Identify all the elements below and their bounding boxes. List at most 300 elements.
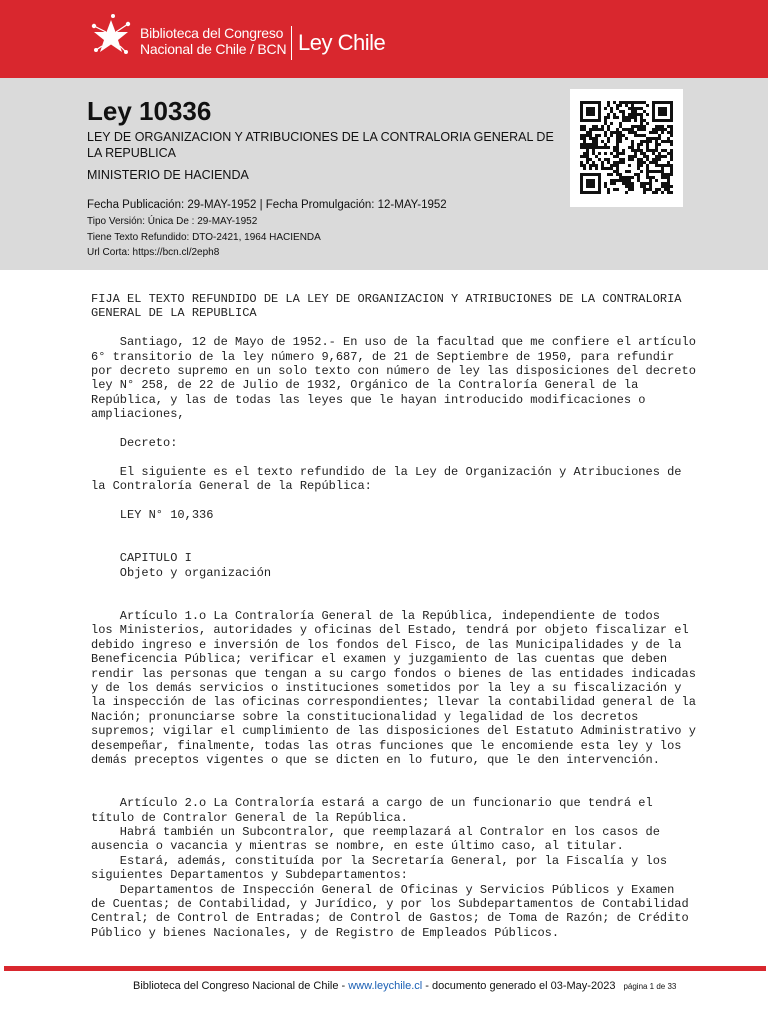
qr-module (631, 140, 634, 143)
qr-module (625, 104, 628, 107)
qr-module (589, 191, 592, 194)
qr-module (598, 104, 601, 107)
qr-module (634, 173, 637, 176)
qr-module (625, 137, 628, 140)
document-body: FIJA EL TEXTO REFUNDIDO DE LA LEY DE ORGANIZACION Y ATRIBUCIONES DE LA CONTRALORIA GENERAL DE LA REPUBLICA Santiago, 12 de Mayo de 1952.- En uso de la facultad que me confiere el artículo 6° transitorio de la ley número 9,687, de 21 de Septiembre de 1950, para refundir por decreto supremo en un solo texto con número de ley las disposiciones del decreto ley N° 258, de 22 de Julio de 1932, Orgánico de la Contraloría General de la República, y las de todas las leyes que le hayan introducido modificaciones o ampliaciones, Decreto: El siguiente es el texto refundido de la Ley de Organización y Atribuciones de la Contraloría General de la República: LEY N° 10,336 CAPITULO I Objeto y organización Artículo 1.o La Contraloría General de la República, independiente de todos los Ministerios, autoridades y oficinas del Estado, tendrá por objeto fiscalizar el debido ingreso e inversión de los fondos del Fisco, de las Municipalidades y de la Beneficencia Pública; verificar el examen y juzgamiento de las cuentas que deben rendir las personas que tengan a su cargo fondos o bienes de las entidades indicadas y de los demás servicios o instituciones sometidos por la ley a su fiscalización y la inspección de las oficinas correspondientes; llevar la contabilidad general de la Nación; pronunciarse sobre la constitucionalidad y legalidad de los decretos supremos; vigilar el cumplimiento de las disposiciones del Estatuto Administrativo y desempeñar, finalmente, todas las otras funciones que le encomiende esta ley y los demás preceptos vigentes o que se dicten en lo futuro, que le den intervención. Artículo 2.o La Contraloría estará a cargo de un funcionario que tendrá el título de Contralor General de la República. Habrá también un Subcontralor, que reemplazará al Contralor en los casos de ausencia o vacancia y mientras se nombre, en este último caso, al titular. Estará, además, constituída por la Secretaría General, por la Fiscalía y los siguientes Departamentos y Subdepartamentos: Departamentos de Inspección General de Oficinas y Servicios Públicos y Examen de Cuentas; de Contabilidad, y Jurídico, y por los Subdepartamentos de Contabilidad Central; de Control de Entradas; de Control de Gastos; de Toma de Razón; de Crédito Público y bienes Nacionales, y de Registro de Empleados Públicos. (91, 292, 696, 940)
qr-module (655, 146, 658, 149)
qr-module (616, 146, 619, 149)
qr-module (595, 119, 598, 122)
bcn-star-icon (86, 12, 136, 62)
qr-module (667, 182, 670, 185)
qr-module (580, 173, 583, 176)
qr-module (643, 185, 646, 188)
qr-module (670, 167, 673, 170)
page-footer (133, 979, 676, 994)
ministry: MINISTERIO DE HACIENDA (87, 168, 249, 182)
qr-module (589, 110, 592, 113)
qr-module (625, 170, 628, 173)
qr-module (580, 113, 583, 116)
qr-module (670, 104, 673, 107)
org-line-1: Biblioteca del Congreso (140, 25, 284, 41)
qr-module (607, 158, 610, 161)
qr-module (664, 113, 667, 116)
qr-module (580, 143, 583, 146)
qr-module (646, 146, 649, 149)
qr-module (655, 140, 658, 143)
qr-module (592, 185, 595, 188)
qr-module (613, 188, 616, 191)
publication-dates: Fecha Publicación: 29-MAY-1952 | Fecha Promulgación: 12-MAY-1952 (87, 199, 447, 211)
qr-module (670, 110, 673, 113)
qr-module (637, 143, 640, 146)
qr-module (583, 119, 586, 122)
qr-module (634, 110, 637, 113)
qr-module (619, 179, 622, 182)
qr-module (646, 137, 649, 140)
qr-module (631, 125, 634, 128)
qr-module (649, 140, 652, 143)
qr-module (631, 155, 634, 158)
qr-module (655, 149, 658, 152)
qr-module (616, 167, 619, 170)
qr-module (670, 158, 673, 161)
qr-module (583, 146, 586, 149)
qr-module (640, 152, 643, 155)
qr-module (646, 164, 649, 167)
qr-module (658, 107, 661, 110)
qr-module (661, 155, 664, 158)
qr-module (643, 161, 646, 164)
qr-module (631, 113, 634, 116)
qr-module (616, 128, 619, 131)
qr-module (640, 101, 643, 104)
qr-module (631, 143, 634, 146)
qr-module (667, 164, 670, 167)
footer-divider (4, 966, 766, 971)
qr-module (670, 119, 673, 122)
qr-module (595, 173, 598, 176)
qr-module (631, 107, 634, 110)
qr-module (646, 173, 649, 176)
qr-module (595, 125, 598, 128)
qr-module (667, 188, 670, 191)
qr-module (637, 146, 640, 149)
qr-module (589, 107, 592, 110)
qr-module (658, 125, 661, 128)
qr-module (583, 164, 586, 167)
qr-module (580, 155, 583, 158)
qr-module (640, 140, 643, 143)
qr-module (652, 107, 655, 110)
qr-module (583, 191, 586, 194)
footer-link[interactable]: www.leychile.cl (348, 980, 423, 992)
qr-module (646, 104, 649, 107)
qr-module (637, 158, 640, 161)
qr-module (589, 113, 592, 116)
qr-module (637, 107, 640, 110)
qr-module (583, 137, 586, 140)
qr-module (610, 110, 613, 113)
qr-module (592, 191, 595, 194)
qr-module (640, 164, 643, 167)
qr-module (607, 167, 610, 170)
qr-module (634, 107, 637, 110)
qr-module (607, 113, 610, 116)
qr-module (625, 119, 628, 122)
qr-module (670, 173, 673, 176)
qr-module (631, 131, 634, 134)
qr-module (643, 182, 646, 185)
qr-module (661, 173, 664, 176)
qr-module (667, 161, 670, 164)
qr-module (610, 182, 613, 185)
qr-module (640, 128, 643, 131)
qr-module (667, 173, 670, 176)
qr-module (652, 191, 655, 194)
qr-module (640, 182, 643, 185)
qr-module (598, 128, 601, 131)
qr-module (634, 119, 637, 122)
org-line-2: Nacional de Chile / BCN (140, 41, 287, 57)
qr-module (580, 119, 583, 122)
qr-module (595, 137, 598, 140)
qr-module (628, 179, 631, 182)
qr-module (622, 149, 625, 152)
qr-module (670, 125, 673, 128)
qr-module (592, 128, 595, 131)
qr-module (631, 110, 634, 113)
qr-module (640, 170, 643, 173)
qr-module (628, 146, 631, 149)
qr-module (658, 188, 661, 191)
qr-module (622, 101, 625, 104)
qr-module (655, 128, 658, 131)
qr-module (661, 176, 664, 179)
qr-module (622, 161, 625, 164)
qr-module (580, 116, 583, 119)
qr-module (598, 101, 601, 104)
qr-code (570, 89, 683, 207)
qr-module (613, 155, 616, 158)
qr-module (604, 146, 607, 149)
qr-module (637, 179, 640, 182)
qr-module (601, 167, 604, 170)
qr-module (670, 140, 673, 143)
qr-module (670, 191, 673, 194)
qr-module (640, 185, 643, 188)
qr-module (661, 128, 664, 131)
qr-module (613, 131, 616, 134)
qr-module (646, 167, 649, 170)
qr-module (667, 101, 670, 104)
qr-module (619, 134, 622, 137)
qr-module (625, 191, 628, 194)
qr-module (655, 119, 658, 122)
qr-module (664, 119, 667, 122)
qr-module (580, 185, 583, 188)
qr-module (589, 119, 592, 122)
qr-module (592, 143, 595, 146)
qr-module (664, 155, 667, 158)
qr-module (670, 131, 673, 134)
qr-module (661, 164, 664, 167)
qr-module (661, 119, 664, 122)
qr-module (664, 188, 667, 191)
qr-module (670, 116, 673, 119)
qr-module (661, 185, 664, 188)
footer-suffix: - documento generado el 03-May-2023 (422, 980, 616, 992)
qr-module (580, 104, 583, 107)
qr-module (637, 173, 640, 176)
qr-module (589, 137, 592, 140)
qr-module (646, 182, 649, 185)
qr-module (670, 170, 673, 173)
qr-module (661, 182, 664, 185)
qr-module (619, 125, 622, 128)
qr-module (643, 128, 646, 131)
qr-module (604, 158, 607, 161)
qr-module (619, 140, 622, 143)
qr-module (664, 107, 667, 110)
qr-module (604, 119, 607, 122)
qr-module (634, 134, 637, 137)
qr-module (583, 101, 586, 104)
qr-module (622, 176, 625, 179)
qr-module (616, 179, 619, 182)
qr-module (595, 128, 598, 131)
qr-module (601, 125, 604, 128)
qr-module (646, 158, 649, 161)
qr-module (592, 140, 595, 143)
qr-module (631, 188, 634, 191)
qr-module (616, 137, 619, 140)
qr-module (619, 110, 622, 113)
qr-module (658, 152, 661, 155)
qr-module (661, 191, 664, 194)
qr-module (631, 176, 634, 179)
qr-module (655, 164, 658, 167)
qr-module (625, 128, 628, 131)
qr-module (625, 182, 628, 185)
qr-module (658, 110, 661, 113)
qr-module (649, 137, 652, 140)
qr-module (592, 149, 595, 152)
qr-module (610, 131, 613, 134)
qr-module (589, 131, 592, 134)
qr-module (607, 191, 610, 194)
qr-module (586, 152, 589, 155)
qr-module (616, 173, 619, 176)
qr-module (586, 113, 589, 116)
qr-module (592, 161, 595, 164)
short-url[interactable]: Url Corta: https://bcn.cl/2eph8 (87, 247, 220, 258)
qr-module (613, 182, 616, 185)
qr-module (652, 152, 655, 155)
qr-module (637, 149, 640, 152)
qr-module (580, 128, 583, 131)
qr-module (580, 134, 583, 137)
qr-module (619, 104, 622, 107)
qr-module (586, 185, 589, 188)
qr-module (664, 173, 667, 176)
qr-module (643, 134, 646, 137)
qr-module (667, 137, 670, 140)
qr-module (583, 134, 586, 137)
qr-module (637, 113, 640, 116)
qr-module (586, 179, 589, 182)
qr-module (637, 176, 640, 179)
qr-module (595, 164, 598, 167)
qr-module (619, 152, 622, 155)
qr-module (670, 128, 673, 131)
qr-module (586, 101, 589, 104)
qr-module (661, 110, 664, 113)
qr-module (628, 101, 631, 104)
qr-module (595, 134, 598, 137)
qr-module (601, 146, 604, 149)
qr-module (607, 116, 610, 119)
qr-module (652, 128, 655, 131)
qr-module (595, 140, 598, 143)
qr-module (658, 155, 661, 158)
qr-module (649, 179, 652, 182)
qr-module (652, 116, 655, 119)
qr-module (598, 179, 601, 182)
qr-module (586, 107, 589, 110)
qr-module (661, 149, 664, 152)
qr-module (628, 182, 631, 185)
qr-module (595, 143, 598, 146)
qr-module (652, 170, 655, 173)
qr-module (613, 113, 616, 116)
qr-module (607, 128, 610, 131)
qr-module (628, 158, 631, 161)
qr-module (580, 101, 583, 104)
qr-module (592, 119, 595, 122)
qr-module (637, 161, 640, 164)
qr-module (583, 143, 586, 146)
qr-module (661, 125, 664, 128)
qr-module (592, 173, 595, 176)
qr-module (598, 107, 601, 110)
qr-module (580, 125, 583, 128)
qr-module (610, 173, 613, 176)
refundido-text: Tiene Texto Refundido: DTO-2421, 1964 HACIENDA (87, 232, 321, 243)
qr-module (658, 164, 661, 167)
qr-module (625, 116, 628, 119)
qr-module (625, 185, 628, 188)
qr-module (616, 134, 619, 137)
qr-module (580, 164, 583, 167)
qr-module (613, 170, 616, 173)
qr-module (607, 104, 610, 107)
qr-module (610, 134, 613, 137)
qr-module (613, 179, 616, 182)
qr-module (664, 182, 667, 185)
qr-module (652, 104, 655, 107)
qr-module (598, 158, 601, 161)
qr-module (658, 113, 661, 116)
qr-module (649, 161, 652, 164)
qr-module (589, 146, 592, 149)
qr-module (628, 107, 631, 110)
qr-module (604, 107, 607, 110)
qr-module (622, 158, 625, 161)
qr-module (619, 158, 622, 161)
qr-module (643, 101, 646, 104)
qr-module (607, 140, 610, 143)
qr-module (613, 101, 616, 104)
qr-module (592, 164, 595, 167)
qr-module (655, 125, 658, 128)
qr-module (661, 167, 664, 170)
qr-module (658, 134, 661, 137)
qr-module (667, 185, 670, 188)
qr-module (664, 149, 667, 152)
qr-module (634, 149, 637, 152)
qr-module (655, 137, 658, 140)
ley-chile-brand[interactable]: Ley Chile (298, 30, 386, 55)
qr-module (589, 164, 592, 167)
qr-module (598, 191, 601, 194)
qr-module (592, 146, 595, 149)
qr-module (625, 176, 628, 179)
qr-module (667, 152, 670, 155)
qr-module (664, 185, 667, 188)
qr-module (670, 107, 673, 110)
bcn-logo-text[interactable] (140, 25, 286, 57)
qr-module (631, 104, 634, 107)
qr-module (643, 188, 646, 191)
qr-module (646, 170, 649, 173)
qr-module (640, 113, 643, 116)
qr-module (601, 128, 604, 131)
qr-module (652, 149, 655, 152)
qr-module (637, 128, 640, 131)
page-number: página 1 de 33 (623, 982, 677, 991)
qr-module (664, 176, 667, 179)
qr-module (631, 149, 634, 152)
qr-module (598, 113, 601, 116)
qr-module (595, 155, 598, 158)
qr-module (643, 110, 646, 113)
qr-module (640, 125, 643, 128)
qr-module (655, 179, 658, 182)
qr-module (589, 185, 592, 188)
qr-module (643, 119, 646, 122)
qr-module (586, 155, 589, 158)
qr-module (586, 191, 589, 194)
qr-module (616, 170, 619, 173)
qr-module (640, 161, 643, 164)
qr-module (658, 170, 661, 173)
qr-module (601, 164, 604, 167)
qr-module (664, 140, 667, 143)
qr-module (649, 188, 652, 191)
qr-module (643, 155, 646, 158)
qr-module (610, 179, 613, 182)
qr-module (598, 119, 601, 122)
qr-module (595, 101, 598, 104)
qr-module (619, 101, 622, 104)
qr-module (628, 116, 631, 119)
qr-module (616, 104, 619, 107)
qr-module (664, 164, 667, 167)
qr-module (598, 173, 601, 176)
qr-module (640, 149, 643, 152)
qr-module (622, 152, 625, 155)
qr-module (664, 128, 667, 131)
